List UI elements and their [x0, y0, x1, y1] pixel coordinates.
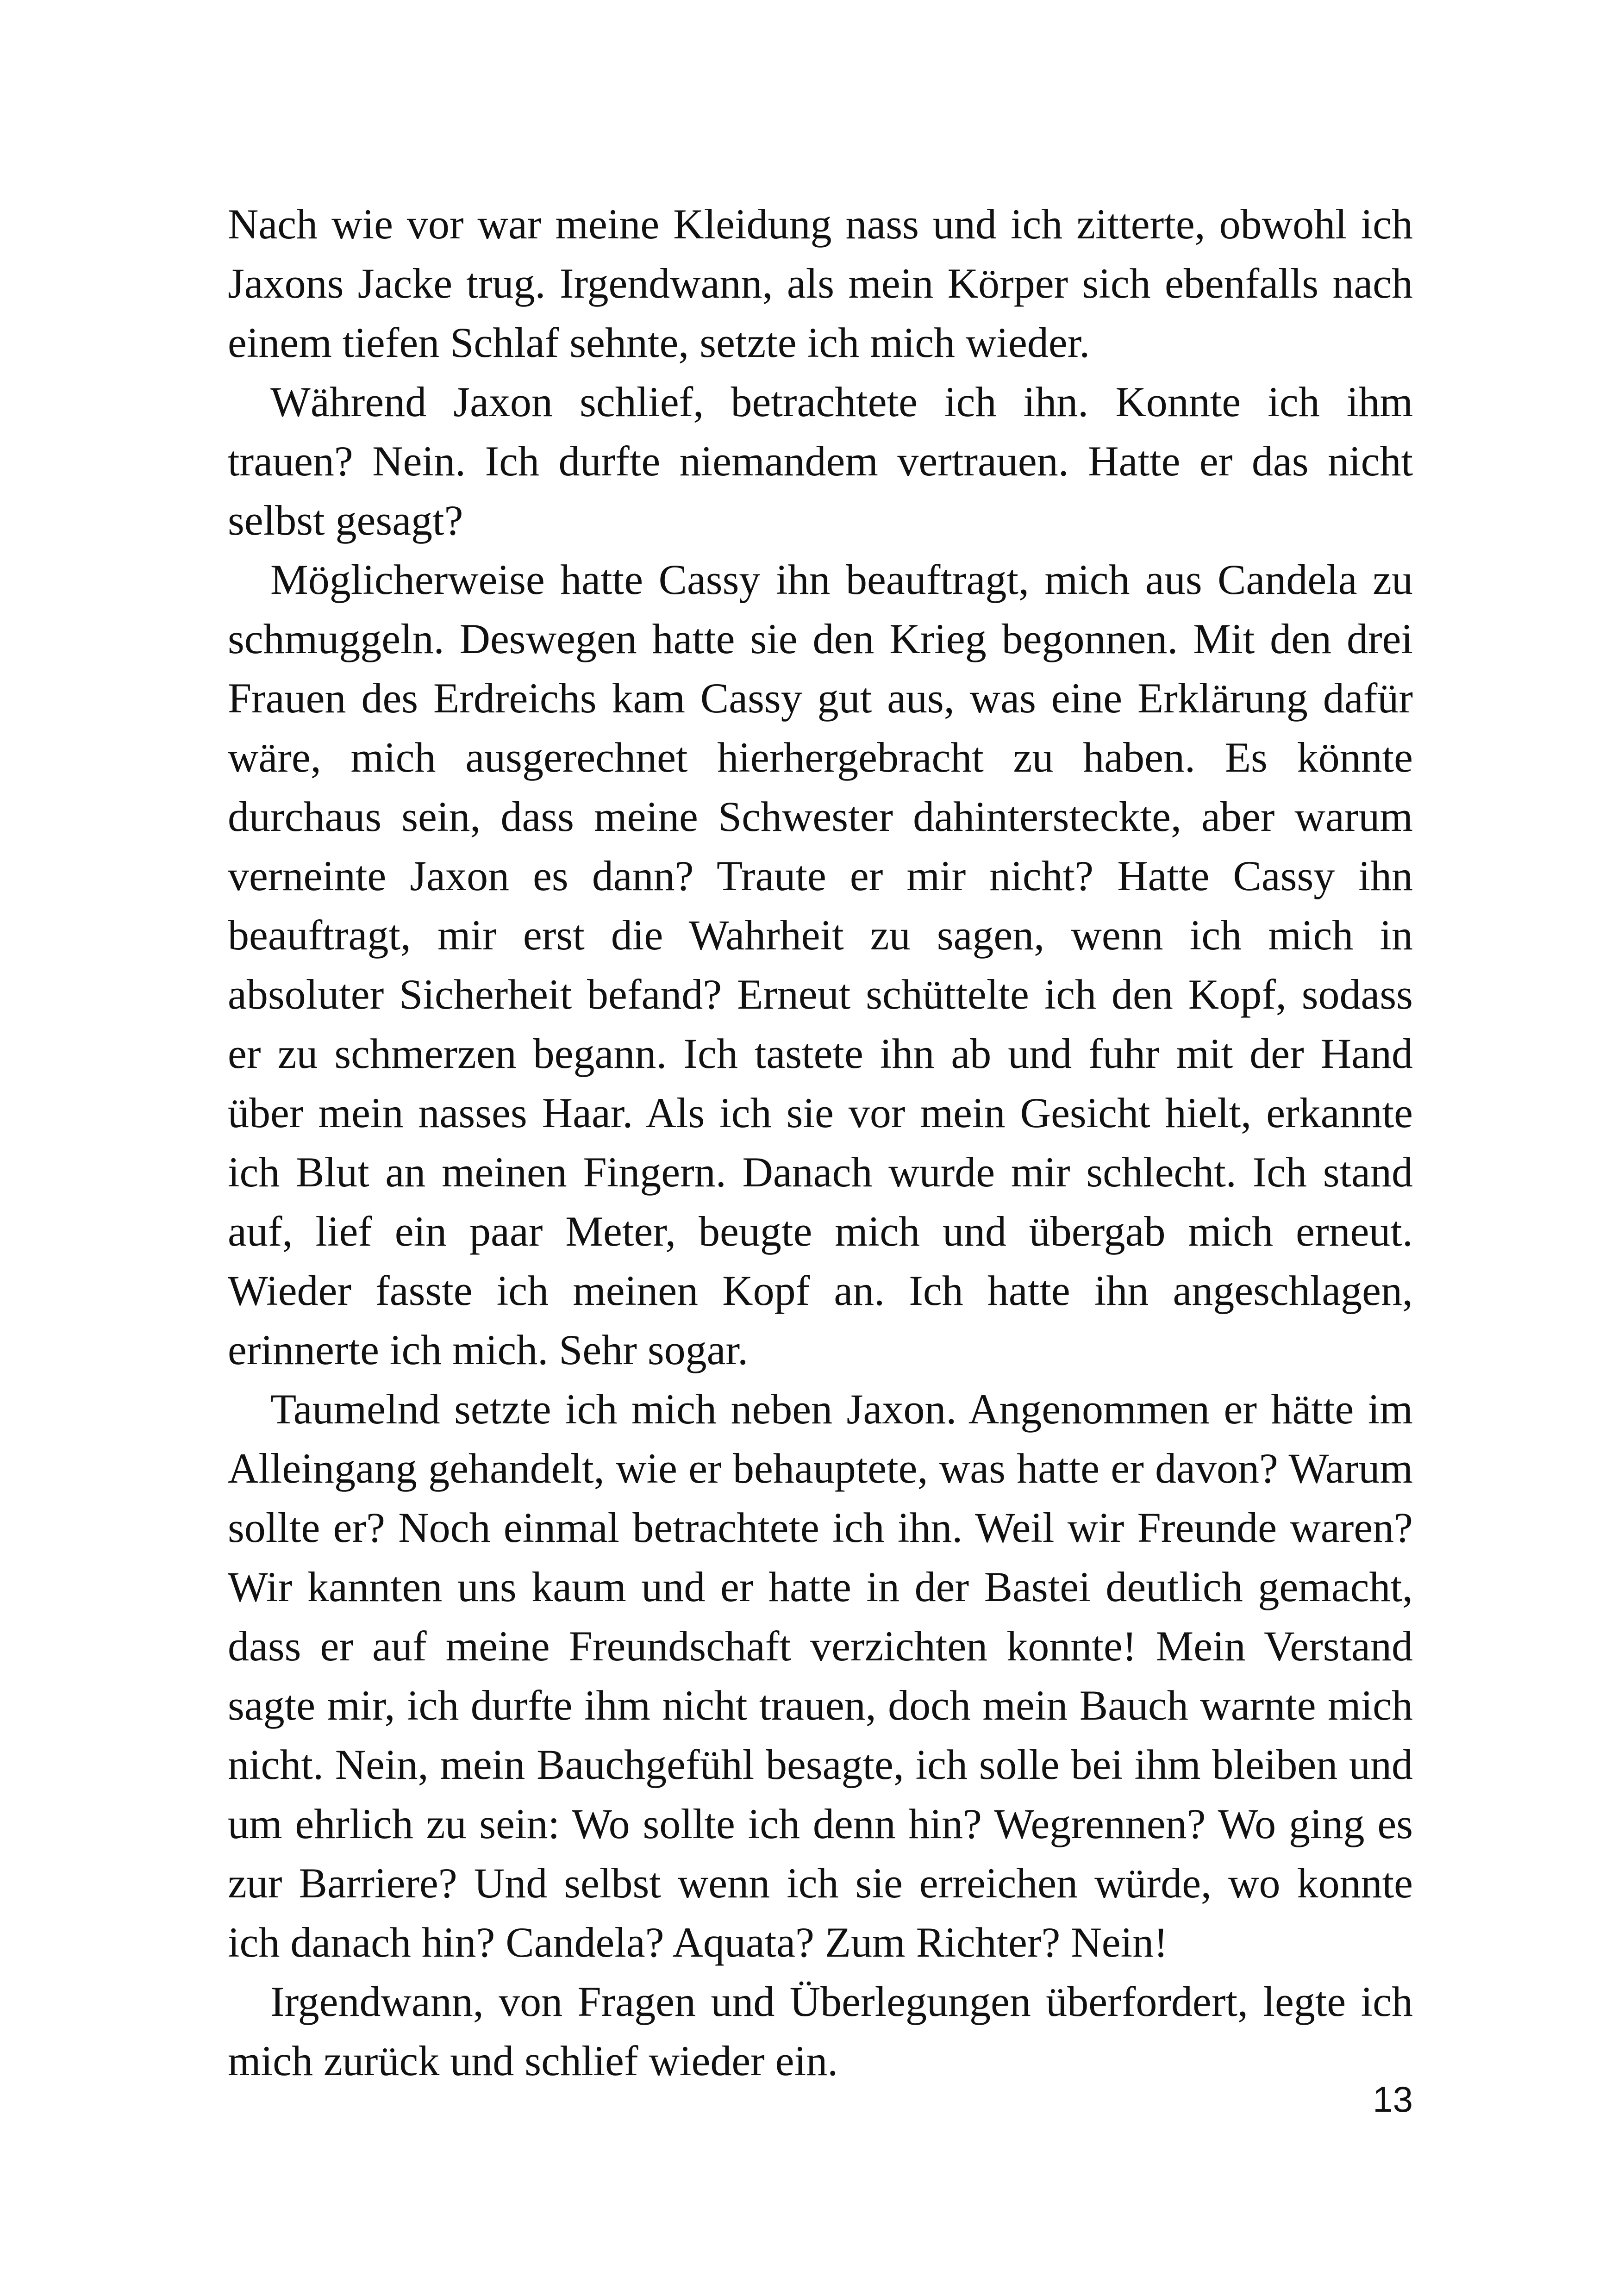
paragraph-4: Taumelnd setzte ich mich neben Jaxon. Angenommen er hätte im Alleingang gehandelt, wie er behauptete, was hatte er davon? Warum sollte er? Noch einmal betrachtete ich ihn. Weil wir Freunde waren? Wir kannten uns kaum und er hatte in der Bastei deutlich gemacht, dass er auf meine Freundschaft verzichten konnte! Mein Verstand sagte mir, ich durfte ihm nicht trauen, doch mein Bauch warnte mich nicht. Nein, mein Bauchgefühl besagte, ich solle bei ihm bleiben und um ehrlich zu sein: Wo sollte ich denn hin? Wegrennen? Wo ging es zur Barriere? Und selbst wenn ich sie erreichen würde, wo konnte ich danach hin? Candela? Aquata? Zum Richter? Nein! [228, 1385, 1413, 1966]
paragraph-2: Während Jaxon schlief, betrachtete ich ihn. Konnte ich ihm trauen? Nein. Ich durfte niemandem vertrauen. Hatte er das nicht selbst gesagt? [228, 378, 1413, 544]
body-text [228, 194, 1413, 2090]
paragraph-1: Nach wie vor war meine Kleidung nass und ich zitterte, obwohl ich Jaxons Jacke trug. Irgendwann, als mein Körper sich ebenfalls nach einem tiefen Schlaf sehnte, setzte ich mich wieder. [228, 200, 1413, 366]
paragraph-5: Irgendwann, von Fragen und Überlegungen überfordert, legte ich mich zurück und schlief wieder ein. [228, 1978, 1413, 2084]
page-number: 13 [1373, 2079, 1413, 2120]
paragraph-3: Möglicherweise hatte Cassy ihn beauftragt, mich aus Candela zu schmuggeln. Deswegen hatte sie den Krieg begonnen. Mit den drei Frauen des Erdreichs kam Cassy gut aus, was eine Erklärung dafür wäre, mich ausgerechnet hierhergebracht zu haben. Es könnte durchaus sein, dass meine Schwester dahintersteckte, aber warum verneinte Jaxon es dann? Traute er mir nicht? Hatte Cassy ihn beauftragt, mir erst die Wahrheit zu sagen, wenn ich mich in absoluter Sicherheit befand? Erneut schüttelte ich den Kopf, sodass er zu schmerzen begann. Ich tastete ihn ab und fuhr mit der Hand über mein nasses Haar. Als ich sie vor mein Gesicht hielt, erkannte ich Blut an meinen Fingern. Danach wurde mir schlecht. Ich stand auf, lief ein paar Meter, beugte mich und übergab mich erneut. Wieder fasste ich meinen Kopf an. Ich hatte ihn angeschlagen, erinnerte ich mich. Sehr sogar. [228, 556, 1413, 1373]
